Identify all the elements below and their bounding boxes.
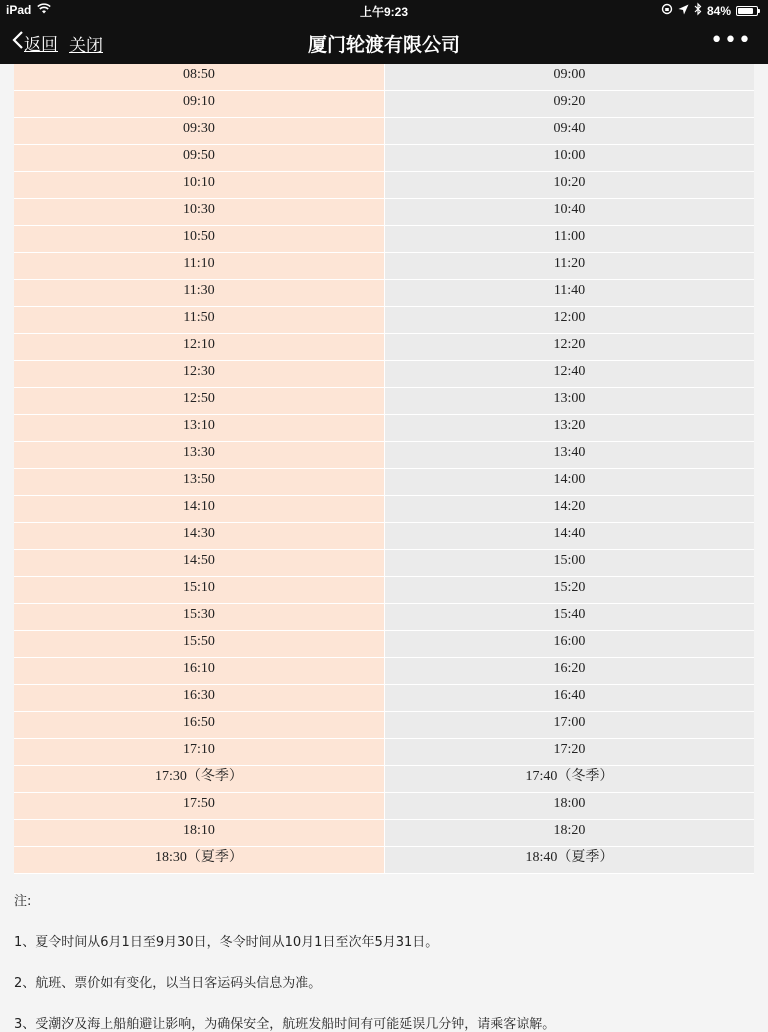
arrive-time-cell: 15:00 bbox=[384, 550, 754, 576]
arrive-time-cell: 12:00 bbox=[384, 307, 754, 333]
arrive-time-cell: 11:40 bbox=[384, 280, 754, 306]
table-row bbox=[14, 442, 754, 469]
arrive-time-cell: 15:40 bbox=[384, 604, 754, 630]
table-row bbox=[14, 91, 754, 118]
depart-time-cell: 16:10 bbox=[14, 658, 384, 684]
arrive-time-cell: 10:40 bbox=[384, 199, 754, 225]
depart-time-cell: 16:50 bbox=[14, 712, 384, 738]
table-row bbox=[14, 712, 754, 739]
depart-time-cell: 15:50 bbox=[14, 631, 384, 657]
arrive-time-cell: 18:20 bbox=[384, 820, 754, 846]
arrive-time-cell: 10:00 bbox=[384, 145, 754, 171]
arrive-time-cell: 17:40（冬季） bbox=[384, 766, 754, 792]
arrive-time-cell: 16:00 bbox=[384, 631, 754, 657]
depart-time-cell: 14:50 bbox=[14, 550, 384, 576]
nav-bar bbox=[0, 20, 768, 64]
status-time: 上午9:23 bbox=[359, 5, 409, 19]
table-row bbox=[14, 523, 754, 550]
arrive-time-cell: 09:00 bbox=[384, 64, 754, 90]
table-row bbox=[14, 577, 754, 604]
depart-time-cell: 10:30 bbox=[14, 199, 384, 225]
table-row bbox=[14, 361, 754, 388]
status-right bbox=[661, 3, 758, 18]
depart-time-cell: 10:10 bbox=[14, 172, 384, 198]
depart-time-cell: 11:50 bbox=[14, 307, 384, 333]
table-row bbox=[14, 685, 754, 712]
depart-time-cell: 14:10 bbox=[14, 496, 384, 522]
depart-time-cell: 13:30 bbox=[14, 442, 384, 468]
table-row bbox=[14, 118, 754, 145]
table-row bbox=[14, 469, 754, 496]
depart-time-cell: 11:30 bbox=[14, 280, 384, 306]
page-title: 厦门轮渡有限公司 bbox=[307, 34, 460, 56]
table-row bbox=[14, 415, 754, 442]
table-row bbox=[14, 550, 754, 577]
table-row bbox=[14, 388, 754, 415]
table-row bbox=[14, 172, 754, 199]
back-button[interactable] bbox=[12, 30, 58, 55]
back-label: 返回 bbox=[24, 35, 58, 55]
table-row bbox=[14, 226, 754, 253]
depart-time-cell: 18:10 bbox=[14, 820, 384, 846]
table-row bbox=[14, 631, 754, 658]
table-row bbox=[14, 793, 754, 820]
depart-time-cell: 13:10 bbox=[14, 415, 384, 441]
close-button[interactable]: 关闭 bbox=[69, 36, 103, 56]
arrive-time-cell: 13:40 bbox=[384, 442, 754, 468]
table-row bbox=[14, 253, 754, 280]
depart-time-cell: 16:30 bbox=[14, 685, 384, 711]
location-icon bbox=[678, 4, 689, 18]
battery-icon bbox=[736, 6, 758, 16]
depart-time-cell: 17:50 bbox=[14, 793, 384, 819]
arrive-time-cell: 14:00 bbox=[384, 469, 754, 495]
depart-time-cell: 17:10 bbox=[14, 739, 384, 765]
arrive-time-cell: 10:20 bbox=[384, 172, 754, 198]
arrive-time-cell: 18:00 bbox=[384, 793, 754, 819]
arrive-time-cell: 17:00 bbox=[384, 712, 754, 738]
depart-time-cell: 18:30（夏季） bbox=[14, 847, 384, 873]
depart-time-cell: 11:10 bbox=[14, 253, 384, 279]
depart-time-cell: 12:10 bbox=[14, 334, 384, 360]
table-row bbox=[14, 604, 754, 631]
depart-time-cell: 09:10 bbox=[14, 91, 384, 117]
table-row bbox=[14, 766, 754, 793]
note-line-3: 3、受潮汐及海上船舶避让影响，为确保安全，航班发船时间有可能延误几分钟，请乘客谅解。 bbox=[14, 1017, 556, 1032]
table-row bbox=[14, 658, 754, 685]
depart-time-cell: 14:30 bbox=[14, 523, 384, 549]
orientation-lock-icon bbox=[661, 3, 673, 18]
status-bar bbox=[0, 0, 768, 20]
arrive-time-cell: 09:20 bbox=[384, 91, 754, 117]
table-row bbox=[14, 145, 754, 172]
notes-section bbox=[0, 890, 768, 1032]
arrive-time-cell: 15:20 bbox=[384, 577, 754, 603]
battery-fill bbox=[738, 8, 753, 14]
arrive-time-cell: 11:00 bbox=[384, 226, 754, 252]
arrive-time-cell: 16:40 bbox=[384, 685, 754, 711]
schedule-table bbox=[14, 64, 754, 874]
table-row bbox=[14, 64, 754, 91]
arrive-time-cell: 12:40 bbox=[384, 361, 754, 387]
device-label: iPad bbox=[6, 3, 32, 17]
arrive-time-cell: 12:20 bbox=[384, 334, 754, 360]
depart-time-cell: 12:30 bbox=[14, 361, 384, 387]
depart-time-cell: 17:30（冬季） bbox=[14, 766, 384, 792]
note-line-1: 1、夏令时间从6月1日至9月30日，冬令时间从10月1日至次年5月31日。 bbox=[14, 935, 439, 950]
table-row bbox=[14, 496, 754, 523]
depart-time-cell: 15:10 bbox=[14, 577, 384, 603]
bluetooth-icon bbox=[694, 3, 702, 18]
arrive-time-cell: 14:20 bbox=[384, 496, 754, 522]
notes-title: 注: bbox=[14, 894, 32, 909]
depart-time-cell: 15:30 bbox=[14, 604, 384, 630]
table-row bbox=[14, 820, 754, 847]
depart-time-cell: 13:50 bbox=[14, 469, 384, 495]
table-row bbox=[14, 739, 754, 766]
depart-time-cell: 12:50 bbox=[14, 388, 384, 414]
arrive-time-cell: 09:40 bbox=[384, 118, 754, 144]
table-row bbox=[14, 334, 754, 361]
chevron-left-icon bbox=[12, 30, 24, 55]
arrive-time-cell: 17:20 bbox=[384, 739, 754, 765]
more-options-button[interactable]: ••• bbox=[710, 28, 752, 53]
arrive-time-cell: 14:40 bbox=[384, 523, 754, 549]
arrive-time-cell: 18:40（夏季） bbox=[384, 847, 754, 873]
table-row bbox=[14, 847, 754, 874]
arrive-time-cell: 11:20 bbox=[384, 253, 754, 279]
depart-time-cell: 09:50 bbox=[14, 145, 384, 171]
depart-time-cell: 10:50 bbox=[14, 226, 384, 252]
table-row bbox=[14, 307, 754, 334]
depart-time-cell: 09:30 bbox=[14, 118, 384, 144]
arrive-time-cell: 13:00 bbox=[384, 388, 754, 414]
table-row bbox=[14, 199, 754, 226]
arrive-time-cell: 13:20 bbox=[384, 415, 754, 441]
note-line-2: 2、航班、票价如有变化，以当日客运码头信息为准。 bbox=[14, 976, 322, 991]
arrive-time-cell: 16:20 bbox=[384, 658, 754, 684]
battery-percent: 84% bbox=[706, 3, 731, 18]
page-content[interactable] bbox=[0, 64, 768, 1032]
table-row bbox=[14, 280, 754, 307]
depart-time-cell: 08:50 bbox=[14, 64, 384, 90]
